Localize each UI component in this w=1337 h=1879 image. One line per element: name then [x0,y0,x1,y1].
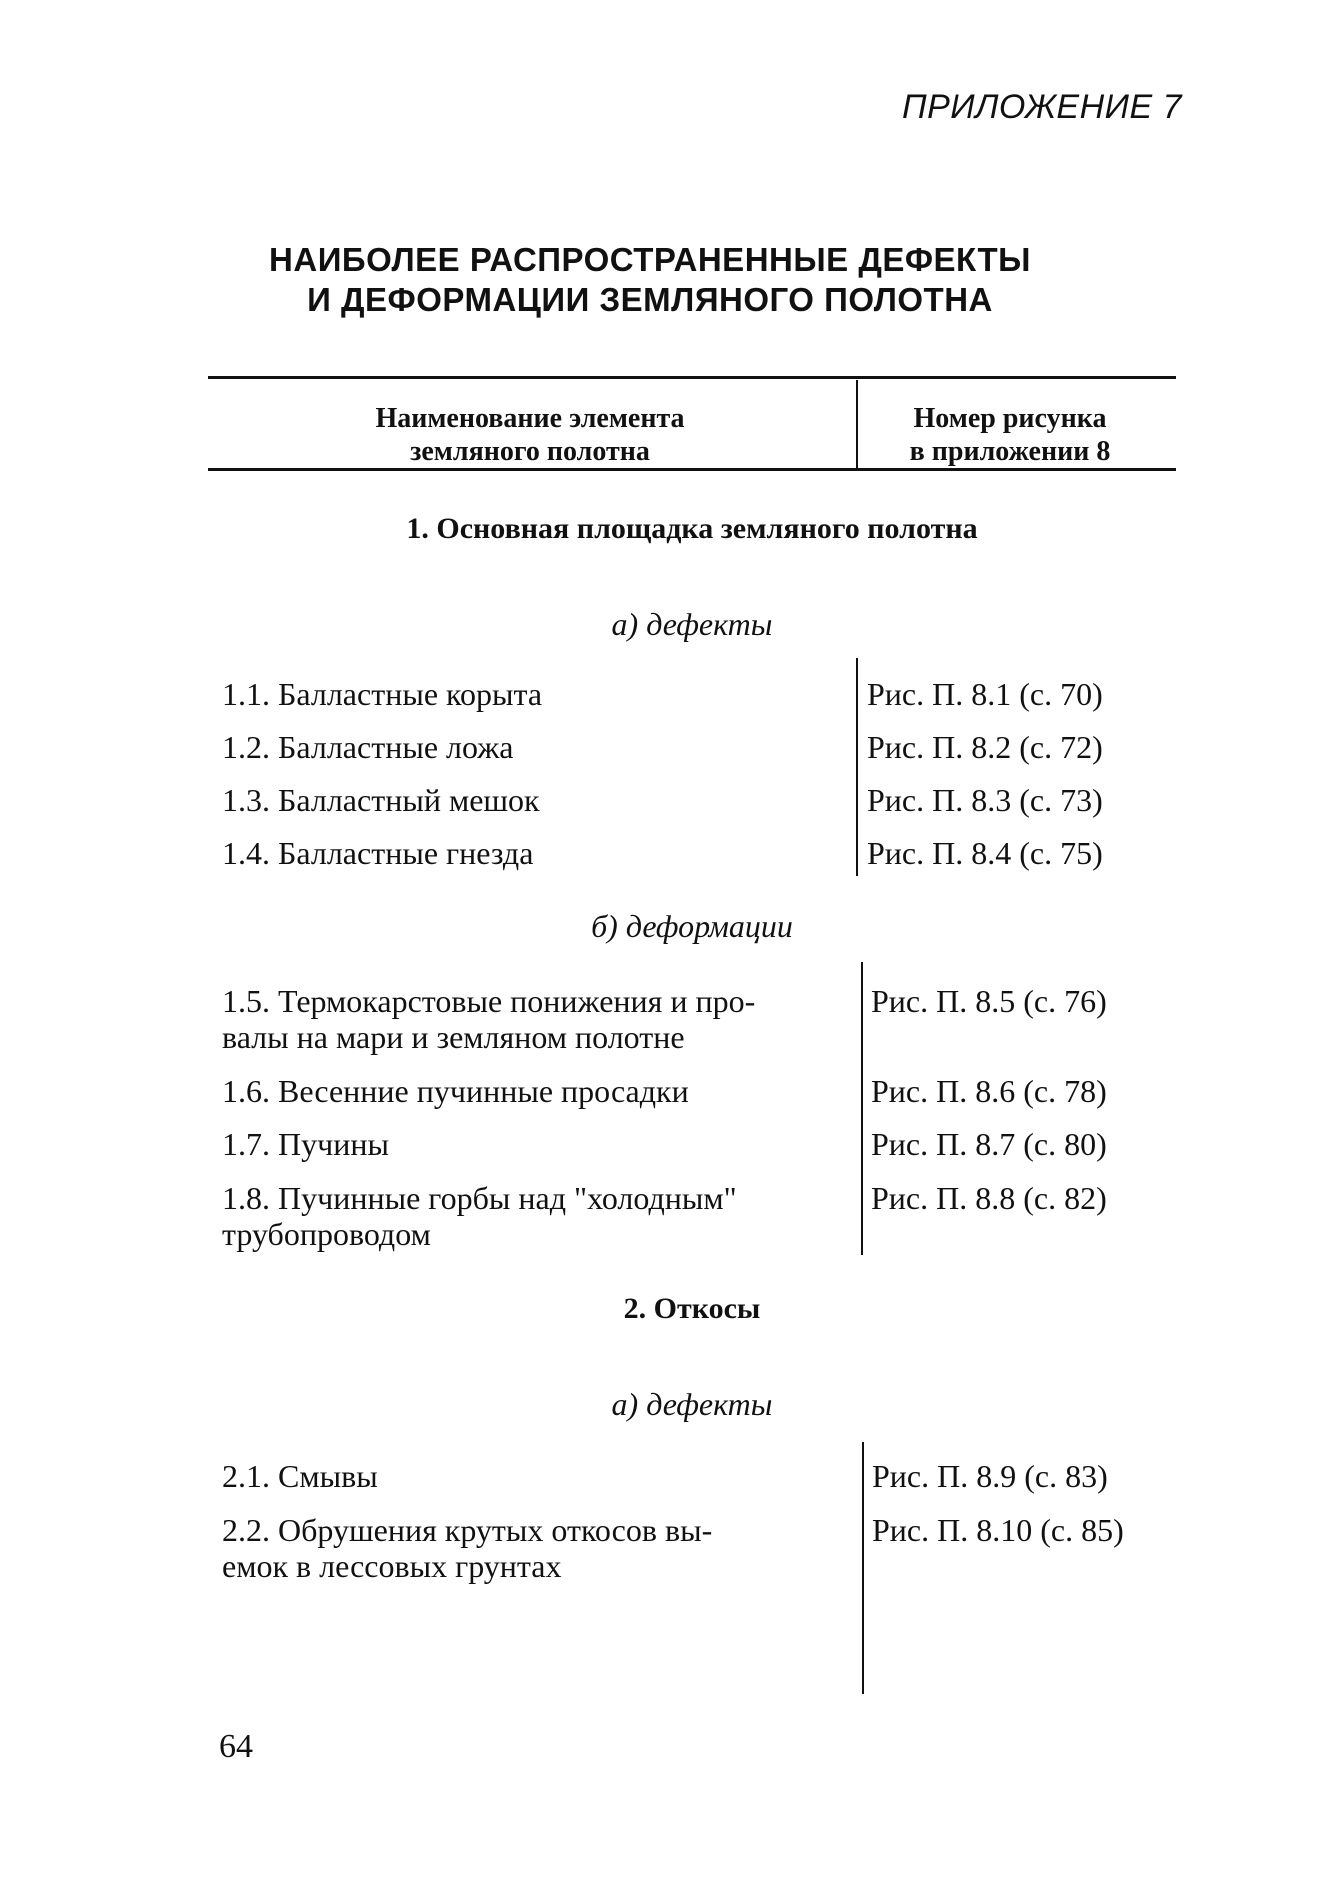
section-title: 1. Основная площадка земляного полотна [406,512,978,545]
title-line-1: НАИБОЛЕЕ РАСПРОСТРАНЕННЫЕ ДЕФЕКТЫ [269,241,1031,278]
figure-ref: Рис. П. 8.10 (с. 85) [872,1512,1124,1548]
figure-ref: Рис. П. 8.9 (с. 83) [872,1458,1108,1494]
group-label: а) дефекты [611,1386,773,1422]
column-header-figure-line-1: Номер рисунка [913,403,1107,434]
list-item-line-2: емок в лессовых грунтах [222,1548,562,1584]
column-header-element-line-1: Наименование элемента [375,403,685,434]
list-item [222,1512,842,1584]
list-item-line-1: 1.8. Пучинные горбы над "холодным" [222,1180,737,1216]
figure-ref: Рис. П. 8.7 (с. 80) [871,1126,1107,1162]
list-item: 1.1. Балластные корыта [222,676,543,712]
figure-ref: Рис. П. 8.1 (с. 70) [867,676,1103,712]
page-title [150,240,1150,320]
list-item [222,983,842,1055]
table-top-rule [208,376,1176,379]
figure-ref: Рис. П. 8.3 (с. 73) [867,782,1103,818]
list-item-line-2: трубопроводом [222,1216,431,1252]
group-label: б) деформации [591,908,793,944]
section-title: 2. Откосы [623,1292,761,1325]
figure-ref: Рис. П. 8.8 (с. 82) [871,1180,1107,1216]
table-header-separator [856,380,858,470]
figure-ref: Рис. П. 8.4 (с. 75) [867,835,1103,871]
appendix-label: ПРИЛОЖЕНИЕ 7 [901,88,1182,126]
column-divider [856,658,858,876]
list-item: 1.6. Весенние пучинные просадки [222,1073,689,1109]
column-header-figure-line-2: в приложении 8 [909,436,1111,467]
list-item [222,1180,842,1252]
list-item: 1.3. Балластный мешок [222,782,540,818]
column-divider [861,962,863,1255]
group-label: а) дефекты [611,606,773,642]
column-header-figure [880,402,1140,468]
list-item-line-1: 2.2. Обрушения крутых откосов вы- [222,1512,713,1548]
figure-ref: Рис. П. 8.2 (с. 72) [867,729,1103,765]
table-header-bottom-rule [208,468,1176,471]
list-item: 1.4. Балластные гнезда [222,835,534,871]
figure-ref: Рис. П. 8.6 (с. 78) [871,1073,1107,1109]
list-item-line-1: 1.5. Термокарстовые понижения и про- [222,983,756,1019]
list-item: 1.7. Пучины [222,1126,389,1162]
column-header-element-line-2: земляного полотна [410,436,650,467]
list-item: 2.1. Смывы [222,1458,378,1494]
list-item-line-2: валы на мари и земляном полотне [222,1019,685,1055]
page-number: 64 [219,1728,253,1765]
list-item: 1.2. Балластные ложа [222,729,514,765]
column-header-element [330,402,730,468]
column-divider [862,1442,864,1694]
title-line-2: И ДЕФОРМАЦИИ ЗЕМЛЯНОГО ПОЛОТНА [307,281,993,318]
figure-ref: Рис. П. 8.5 (с. 76) [871,983,1107,1019]
